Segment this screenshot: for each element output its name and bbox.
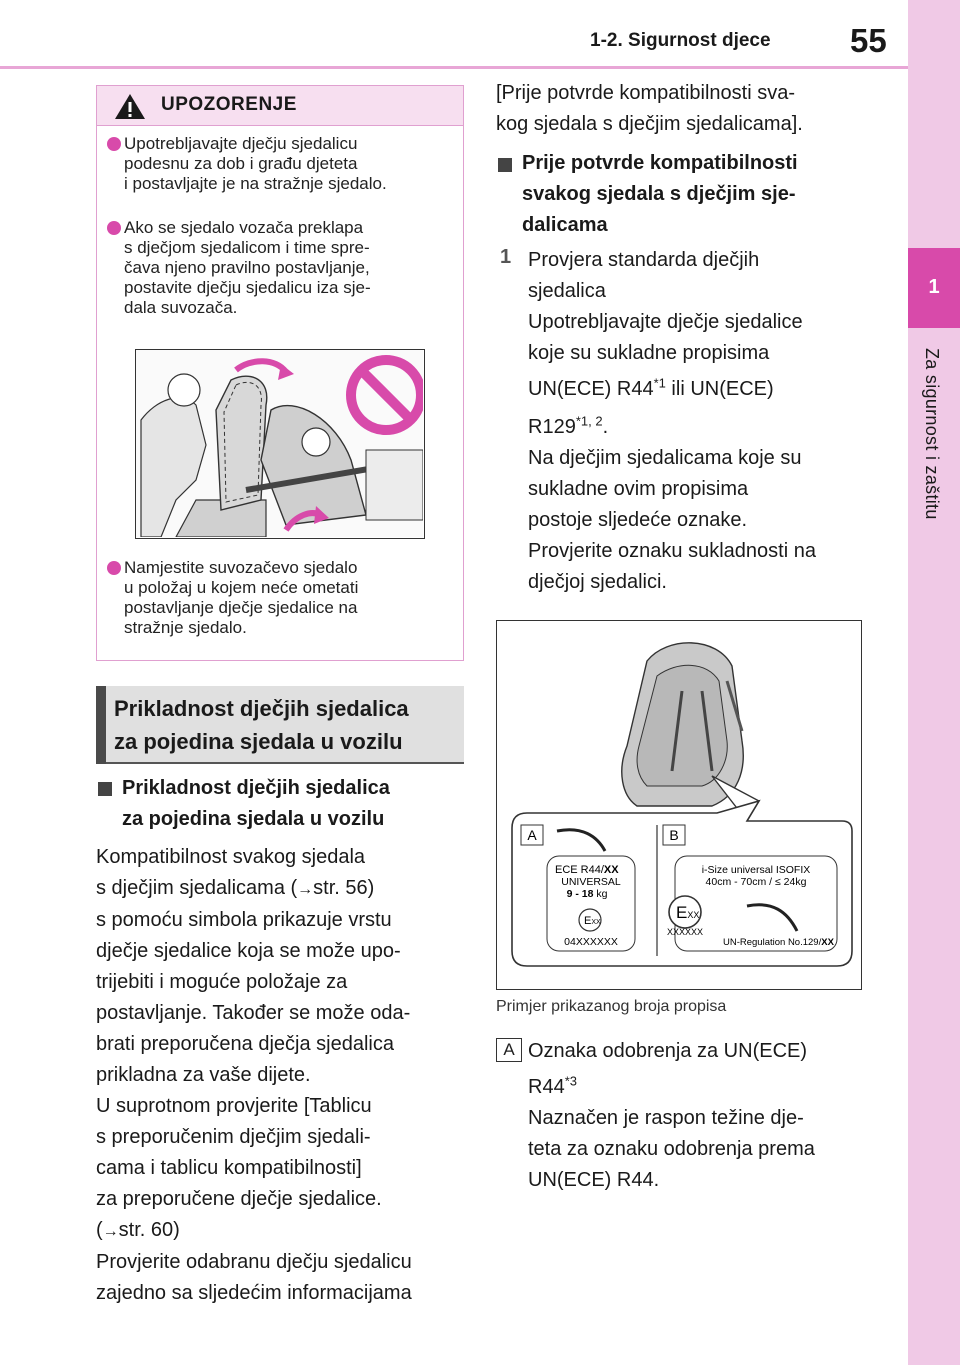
paragraph-text: Provjerite odabranu dječju sjedalicu zajedno sa sljedećim informacijama	[96, 1251, 412, 1304]
right-intro: [Prije potvrde kompatibilnosti sva- kog sjedala s dječjim sjedalicama].	[496, 82, 803, 135]
e-mark: EXX	[584, 915, 601, 927]
bullet-dot-icon	[107, 137, 121, 151]
universal-label: UNIVERSAL	[561, 876, 621, 888]
section-heading-box	[96, 686, 464, 764]
paragraph-text: Kompatibilnost svakog sjedala s dječjim sjedalicama (	[96, 846, 366, 899]
isofix-range: 40cm - 70cm / ≤ 24kg	[705, 876, 807, 888]
step-title: Provjera standarda dječjih sjedalica	[528, 249, 760, 302]
page-number: 55	[850, 22, 887, 59]
illustration-seat-overlap	[135, 349, 425, 539]
chapter-number: 1	[928, 276, 940, 298]
isofix-title: i-Size universal ISOFIX	[701, 864, 811, 876]
approval-code: 04XXXXXX	[564, 936, 618, 948]
left-paragraph: Kompatibilnost svakog sjedala s dječjim sjedalicama (→str. 56) s pomoću simbola prikazuje vrstu dječje sjedalice koja se može upo- trijebiti i moguće položaje za postavljanje. Također se može oda- brati preporučena dječja sjedalica prikladna za vaše dijete. U suprotnom provjerite [Tablicu s preporučenim dječjim sjedali- cama i tablicu kompatibilnosti] za preporučene dječje sjedalice. (→str. 60) Provjerite odabranu dječju sjedalicu zajedno sa sljedećim informacijama	[96, 846, 412, 1304]
code-b: XXXXXX	[667, 927, 704, 937]
footnote-ref: *1	[653, 375, 666, 391]
header-rule	[0, 66, 908, 69]
regulation-line	[528, 374, 868, 405]
e-mark-large: EXX	[676, 903, 700, 922]
subheading-suitability: Prikladnost dječjih sjedalica za pojedina sjedala u vozilu	[122, 777, 390, 830]
warning-item-text: Namjestite suvozačevo sjedalo u položaj u kojem neće ometati postavljanje dječje sjedalice na stražnje sjedalo.	[124, 558, 359, 637]
warning-item-text: Ako se sjedalo vozača preklapa s dječjom sjedalicom i time spre- čava njeno pravilno postavljanje, postavite dječju sjedalicu iza sje- dala suvozača.	[124, 218, 371, 317]
chapter-title: Za sigurnost i zaštitu	[922, 348, 942, 520]
warning-header	[97, 86, 463, 126]
step-text: Upotrebljavajte dječje sjedalice koje su sukladne propisima	[528, 311, 803, 364]
callout-label-a: A	[496, 1038, 522, 1062]
figure-label-a: A	[527, 827, 537, 843]
arrow-right-icon: →	[297, 881, 314, 898]
step-number: 1	[500, 246, 512, 268]
square-bullet-icon	[498, 158, 512, 172]
label-a-text: Oznaka odobrenja za UN(ECE)	[528, 1040, 808, 1062]
figure-label-b: B	[669, 827, 679, 843]
regulation-r44: R44	[528, 1076, 565, 1098]
period: .	[602, 416, 609, 438]
footnote-ref: *3	[564, 1073, 577, 1089]
regulation-r129: R129	[528, 416, 576, 438]
section-title: 1-2. Sigurnost djece	[590, 30, 771, 51]
warning-item-text: Upotrebljavajte dječju sjedalicu podesnu za dob i građu djeteta i postavljajte je na stražnje sjedalo.	[124, 134, 387, 193]
bullet-dot-icon	[107, 561, 121, 575]
regulation-line	[528, 412, 868, 443]
illustration-approval-labels	[496, 620, 862, 990]
warning-triangle-icon	[113, 92, 147, 121]
warning-box	[96, 85, 464, 661]
arrow-right-icon: →	[102, 1223, 119, 1240]
bullet-dot-icon	[107, 221, 121, 235]
regulation-label: UN-Regulation No.129/XX	[723, 937, 834, 948]
regulation-r44: UN(ECE) R44	[528, 378, 654, 400]
step-text: Na dječjim sjedalicama koje su sukladne ovim propisima postoje sljedeće oznake. Provjerite oznaku sukladnosti na dječjoj sjedalici.	[528, 447, 816, 593]
ece-line: ECE R44/XX	[555, 864, 619, 876]
label-a-description: Naznačen je raspon težine dje- teta za oznaku odobrenja prema UN(ECE) R44.	[528, 1107, 815, 1191]
regulation-or: ili UN(ECE)	[665, 378, 774, 400]
weight-range: 9 - 18 kg	[566, 888, 608, 900]
page-reference-link[interactable]: str. 60)	[118, 1219, 180, 1241]
warning-title: UPOZORENJE	[161, 94, 297, 115]
figure-caption: Primjer prikazanog broja propisa	[496, 998, 727, 1015]
section-heading: Prikladnost dječjih sjedalica za pojedina sjedala u vozilu	[114, 696, 409, 754]
paragraph-text: s pomoću simbola prikazuje vrstu dječje sjedalice koja se može upo- trijebiti i moguće položaje za postavljanje. Također se može oda- brati preporučena dječja sjedalica prikladna za vaše dijete. U suprotnom provjerite [Tablicu s preporučenim dječjim sjedali- cama i tablicu kompatibilnosti] za preporučene dječje sjedalice.	[96, 909, 411, 1210]
page-reference-link[interactable]: str. 56)	[313, 877, 375, 899]
subheading-before-check: Prije potvrde kompatibilnosti svakog sjedala s dječjim sje- dalicama	[522, 152, 798, 236]
heading-bar	[96, 686, 106, 764]
footnote-ref: *1, 2	[575, 413, 603, 429]
side-band	[908, 0, 960, 1365]
square-bullet-icon	[98, 782, 112, 796]
label-a-regulation	[528, 1072, 868, 1103]
